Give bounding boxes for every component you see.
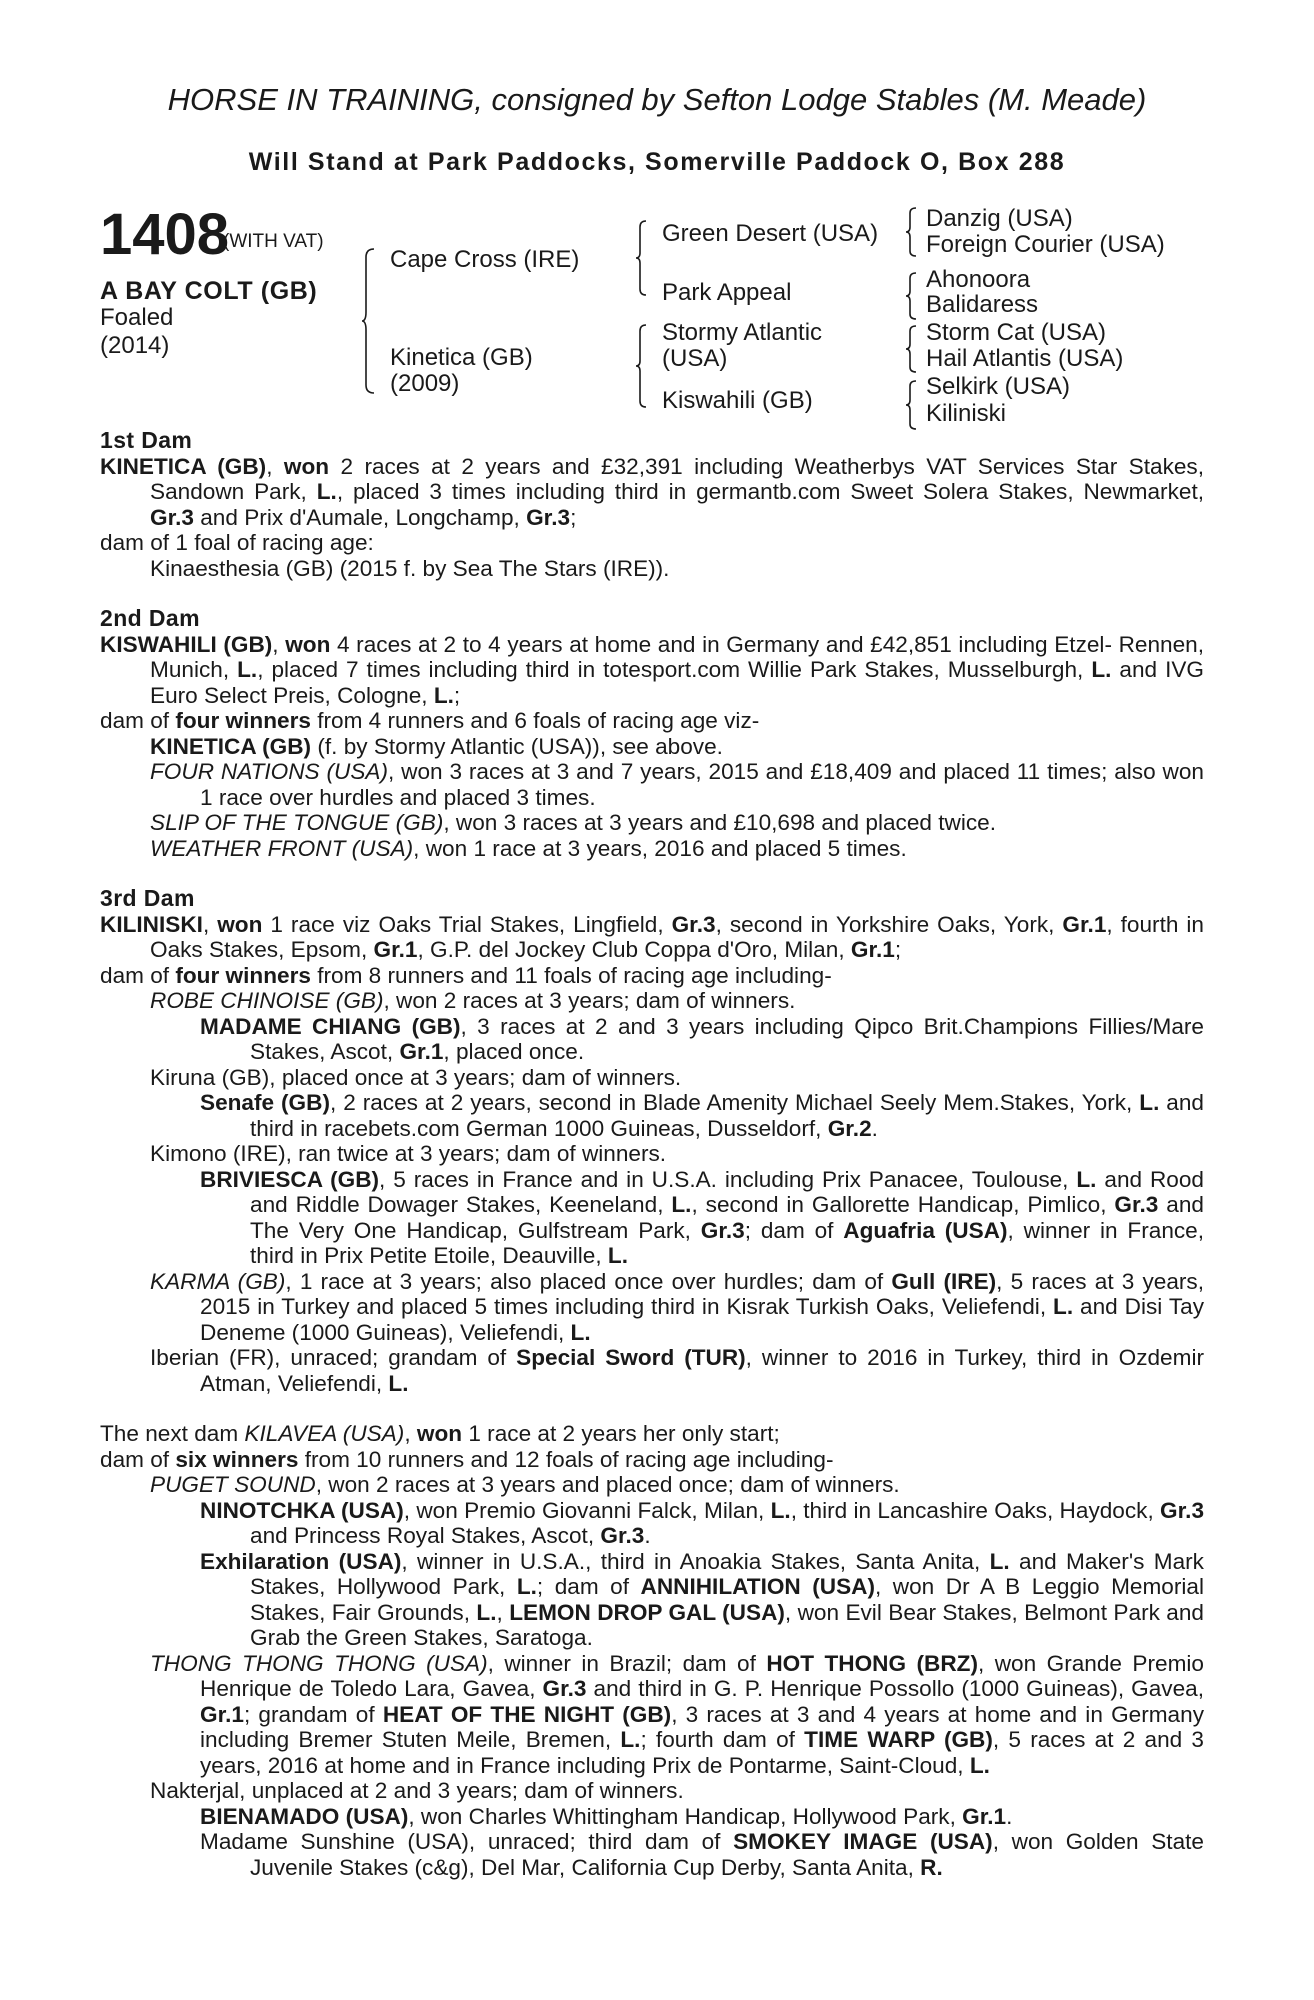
foaled-label: Foaled (100, 304, 174, 331)
foaled-year: (2014) (100, 332, 170, 359)
produce-four-nations: FOUR NATIONS (USA), won 3 races at 3 and 7 years, 2015 and £18,409 and placed 11 times; also won 1 race over hurdles and placed 3 times. (150, 759, 1204, 810)
third-dam-dam-of: dam of four winners from 8 runners and 11 foals of racing age including- (100, 962, 832, 988)
stand-location: Will Stand at Park Paddocks, Somerville Paddock O, Box 288 (248, 148, 1066, 176)
pedigree-brace-sd (906, 272, 918, 320)
consignor-title: HORSE IN TRAINING, consigned by Sefton Lodge Stables (M. Meade) (167, 82, 1147, 117)
third-dam-heading: 3rd Dam (100, 885, 195, 911)
second-dam-heading: 2nd Dam (100, 605, 200, 631)
next-dam-dam-of: dam of six winners from 10 runners and 12 foals of racing age including- (100, 1446, 834, 1472)
produce-kinetica: KINETICA (GB) (f. by Stormy Atlantic (USA)), see above. (150, 733, 723, 759)
first-dam-entry: KINETICA (GB), won 2 races at 2 years and £32,391 including Weatherbys VAT Services Star Stakes, Sandown Park, L., placed 3 times including third in germantb.com Sweet Solera Stakes, Newmarket, Gr.3 and Prix d'Aumale, Longchamp, Gr.3; (100, 453, 1205, 530)
produce-thong-thong-thong: THONG THONG THONG (USA), winner in Brazil; dam of HOT THONG (BRZ), won Grande Premio Henrique de Toledo Lara, Gavea, Gr.3 and third in G. P. Henrique Possollo (1000 Guineas), Gavea, Gr.1; grandam of HEAT OF THE NIGHT (GB), 3 races at 3 and 4 years at home and in Germany including Bremer Stuten Meile, Bremen, L.; fourth dam of TIME WARP (GB), 5 races at 2 and 3 years, 2016 at home and in France including Prix de Pontarme, Saint-Cloud, L. (150, 1650, 1204, 1778)
produce-senafe: Senafe (GB), 2 races at 2 years, second in Blade Amenity Michael Seely Mem.Stakes, York, L. and third in racebets.com German 1000 Guineas, Dusseldorf, Gr.2. (200, 1090, 1204, 1141)
lot-number: 1408 (100, 202, 230, 267)
produce-record (100, 428, 1204, 1880)
pedigree-dss: Storm Cat (USA) (926, 319, 1107, 346)
pedigree-brace-sire (636, 220, 648, 296)
produce-weather-front: WEATHER FRONT (USA), won 1 race at 3 years, 2016 and placed 5 times. (150, 835, 907, 861)
pedigree-sire-sire: Green Desert (USA) (662, 220, 879, 247)
pedigree-sss: Danzig (USA) (926, 205, 1073, 232)
first-dam-foal: Kinaesthesia (GB) (2015 f. by Sea The Stars (IRE)). (150, 555, 670, 581)
horse-name: A BAY COLT (GB) (100, 277, 318, 305)
pedigree-dam (390, 345, 533, 397)
produce-robe-chinoise: ROBE CHINOISE (GB), won 2 races at 3 years; dam of winners. (150, 988, 796, 1013)
produce-briviesca: BRIVIESCA (GB), 5 races in France and in U.S.A. including Prix Panacee, Toulouse, L. and Rood and Riddle Dowager Stakes, Keeneland, L., second in Gallorette Handicap, Pimlico, Gr.3 and The Very One Handicap, Gulfstream Park, Gr.3; dam of Aguafria (USA), winner in France, third in Prix Petite Etoile, Deauville, L. (200, 1166, 1205, 1268)
second-dam-dam-of: dam of four winners from 4 runners and 6 foals of racing age viz- (100, 708, 760, 733)
second-dam-entry: KISWAHILI (GB), won 4 races at 2 to 4 years at home and in Germany and £42,851 including Etzel- Rennen, Munich, L., placed 7 times including third in totesport.com Willie Park Stakes, Musselburgh, L. and IVG Euro Select Preis, Cologne, L.; (100, 631, 1205, 708)
produce-karma: KARMA (GB), 1 race at 3 years; also placed once over hurdles; dam of Gull (IRE), 5 races at 3 years, 2015 in Turkey and placed 5 times including third in Kisrak Turkish Oaks, Veliefendi, L. and Disi Tay Deneme (1000 Guineas), Veliefendi, L. (150, 1268, 1205, 1345)
pedigree-sds: Ahonoora (926, 266, 1031, 293)
pedigree-dam-name: Kinetica (GB) (390, 344, 533, 371)
pedigree-dds: Selkirk (USA) (926, 373, 1071, 400)
third-dam-entry: KILINISKI, won 1 race viz Oaks Trial Stakes, Lingfield, Gr.3, second in Yorkshire Oaks, York, Gr.1, fourth in Oaks Stakes, Epsom, Gr.1, G.P. del Jockey Club Coppa d'Oro, Milan, Gr.1; (100, 911, 1204, 962)
pedigree-ssd: Foreign Courier (USA) (926, 231, 1165, 258)
pedigree-dam-year: (2009) (390, 370, 460, 397)
produce-kimono: Kimono (IRE), ran twice at 3 years; dam of winners. (150, 1141, 667, 1166)
pedigree-brace-dd (906, 380, 918, 430)
vat-note: (WITH VAT) (223, 231, 324, 252)
pedigree-dsd: Hail Atlantis (USA) (926, 345, 1124, 372)
pedigree-brace-dam (636, 324, 648, 408)
pedigree-dam-sire-origin: (USA) (662, 345, 728, 372)
produce-madame-chiang: MADAME CHIANG (GB), 3 races at 2 and 3 years including Qipco Brit.Champions Fillies/Mare Stakes, Ascot, Gr.1, placed once. (200, 1013, 1204, 1064)
first-dam-heading: 1st Dam (100, 427, 193, 453)
pedigree-sire-dam: Park Appeal (662, 279, 792, 306)
pedigree-sire: Cape Cross (IRE) (390, 246, 580, 273)
produce-iberian: Iberian (FR), unraced; grandam of Special Sword (TUR), winner to 2016 in Turkey, third in Ozdemir Atman, Veliefendi, L. (150, 1345, 1204, 1396)
pedigree-brace-main (362, 248, 376, 394)
produce-ninotchka: NINOTCHKA (USA), won Premio Giovanni Falck, Milan, L., third in Lancashire Oaks, Haydock, Gr.3 and Princess Royal Stakes, Ascot, Gr.3. (200, 1497, 1205, 1548)
first-dam-dam-of: dam of 1 foal of racing age: (100, 530, 374, 555)
produce-madame-sunshine: Madame Sunshine (USA), unraced; third dam of SMOKEY IMAGE (USA), won Golden State Juvenile Stakes (c&g), Del Mar, California Cup Derby, Santa Anita, R. (200, 1829, 1204, 1880)
produce-nakterjal: Nakterjal, unplaced at 2 and 3 years; dam of winners. (150, 1778, 684, 1803)
pedigree-sdd: Balidaress (926, 291, 1039, 318)
produce-kiruna: Kiruna (GB), placed once at 3 years; dam of winners. (150, 1064, 682, 1090)
produce-exhilaration: Exhilaration (USA), winner in U.S.A., third in Anoakia Stakes, Santa Anita, L. and Maker's Mark Stakes, Hollywood Park, L.; dam of ANNIHILATION (USA), won Dr A B Leggio Memorial Stakes, Fair Grounds, L., LEMON DROP GAL (USA), won Evil Bear Stakes, Belmont Park and Grab the Green Stakes, Saratoga. (200, 1548, 1205, 1650)
pedigree-dam-dam: Kiswahili (GB) (662, 387, 813, 414)
pedigree-brace-ds (906, 325, 918, 373)
pedigree-brace-ss (906, 207, 918, 257)
foaled-info (100, 304, 173, 360)
produce-puget-sound: PUGET SOUND, won 2 races at 3 years and placed once; dam of winners. (150, 1472, 900, 1497)
produce-slip-of-the-tongue: SLIP OF THE TONGUE (GB), won 3 races at 3 years and £10,698 and placed twice. (150, 810, 996, 835)
pedigree-dam-sire (662, 320, 822, 372)
next-dam-entry: The next dam KILAVEA (USA), won 1 race at 2 years her only start; (100, 1421, 780, 1446)
produce-bienamado: BIENAMADO (USA), won Charles Whittingham Handicap, Hollywood Park, Gr.1. (200, 1803, 1013, 1829)
pedigree-ddd: Kiliniski (926, 400, 1007, 427)
pedigree-dam-sire-name: Stormy Atlantic (662, 319, 823, 346)
